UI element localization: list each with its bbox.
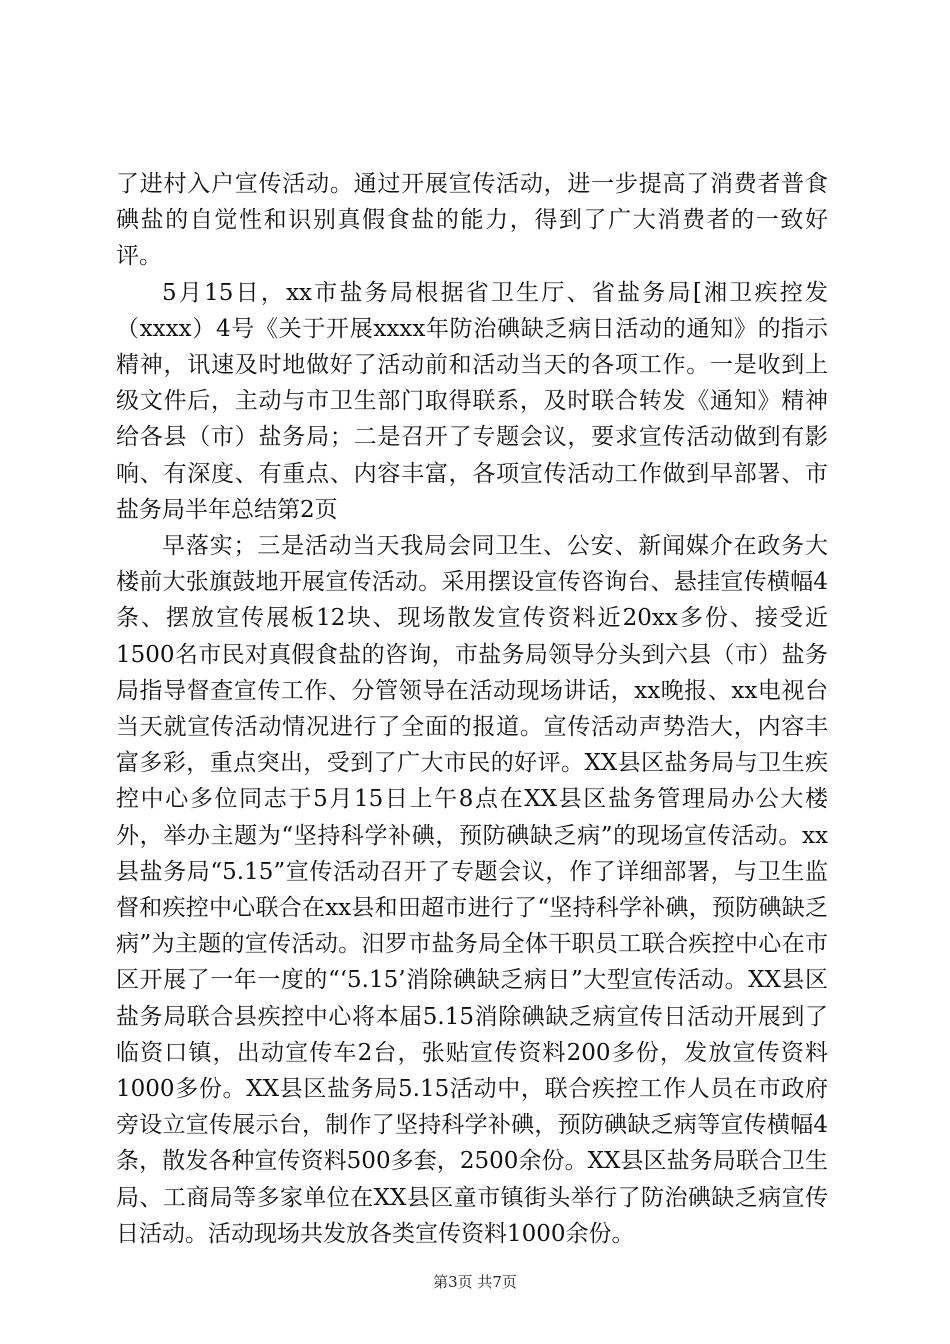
- paragraph-2: 5月15日，xx市盐务局根据省卫生厅、省盐务局[湘卫疾控发（xxxx）4号《关于开展xxxx年防治碘缺乏病日活动的通知》的指示精神，讯速及时地做好了活动前和活动当天的各项工作。一是收到上级文件后，主动与市卫生部门取得联系，及时联合转发《通知》精神给各县（市）盐务局；二是召开了专题会议，要求宣传活动做到有影响、有深度、有重点、内容丰富，各项宣传活动工作做到早部署、市盐务局半年总结第2页: [116, 279, 828, 523]
- page-number-footer: 第3页 共7页: [433, 1273, 517, 1291]
- document-body: [116, 166, 828, 1252]
- paragraph-1: 了进村入户宣传活动。通过开展宣传活动，进一步提高了消费者普食碘盐的自觉性和识别真假食盐的能力，得到了广大消费者的一致好评。: [116, 171, 828, 270]
- paragraph-3: 早落实；三是活动当天我局会同卫生、公安、新闻媒介在政务大楼前大张旗鼓地开展宣传活动。采用摆设宣传咨询台、悬挂宣传横幅4条、摆放宣传展板12块、现场散发宣传资料近20xx多份、接受近1500名市民对真假食盐的咨询，市盐务局领导分头到六县（市）盐务局指导督查宣传工作、分管领导在活动现场讲话，xx晚报、xx电视台当天就宣传活动情况进行了全面的报道。宣传活动声势浩大，内容丰富多彩，重点突出，受到了广大市民的好评。XX县区盐务局与卫生疾控中心多位同志于5月15日上午8点在XX县区盐务管理局办公大楼外，举办主题为“坚持科学补碘，预防碘缺乏病”的现场宣传活动。xx县盐务局“5.15”宣传活动召开了专题会议，作了详细部署，与卫生监督和疾控中心联合在xx县和田超市进行了“坚持科学补碘，预防碘缺乏病”为主题的宣传活动。汨罗市盐务局全体干职员工联合疾控中心在市区开展了一年一度的“‘5.15’消除碘缺乏病日”大型宣传活动。XX县区盐务局联合县疾控中心将本届5.15消除碘缺乏病宣传日活动开展到了临资口镇，出动宣传车2台，张贴宣传资料200多份，发放宣传资料1000多份。XX县区盐务局5.15活动中，联合疾控工作人员在市政府旁设立宣传展示台，制作了坚持科学补碘，预防碘缺乏病等宣传横幅4条，散发各种宣传资料500多套，2500余份。XX县区盐务局联合卫生局、工商局等多家单位在XX县区童市镇街头举行了防治碘缺乏病宣传日活动。活动现场共发放各类宣传资料1000余份。: [116, 533, 828, 1247]
